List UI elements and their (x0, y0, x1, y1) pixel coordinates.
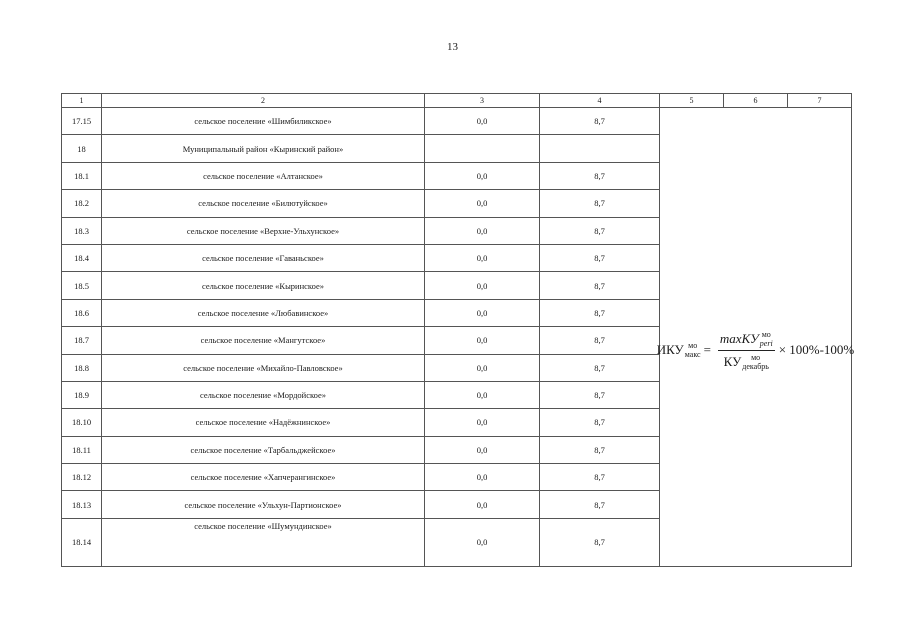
formula-tail: × 100%-100% (778, 342, 855, 358)
value-col4: 8,7 (540, 162, 660, 189)
formula-num-sub: per (759, 338, 771, 348)
header-cell-group (660, 94, 852, 108)
row-number: 18.9 (62, 381, 102, 408)
value-col4: 8,7 (540, 272, 660, 299)
header-cell: 1 (62, 94, 102, 108)
formula-lhs-sup: мо (688, 341, 698, 351)
settlement-name: сельское поселение «Мордойское» (102, 381, 425, 408)
table-header-row (62, 94, 852, 108)
value-col3: 0,0 (425, 409, 540, 436)
row-number: 18.3 (62, 217, 102, 244)
value-col3: 0,0 (425, 162, 540, 189)
row-number: 18.14 (62, 518, 102, 566)
value-col3: 0,0 (425, 299, 540, 326)
settlement-name: сельское поселение «Любавинское» (102, 299, 425, 326)
settlement-name: сельское поселение «Тарбальджейское» (102, 436, 425, 463)
row-number: 17.15 (62, 108, 102, 135)
value-col4: 8,7 (540, 217, 660, 244)
value-col4 (540, 135, 660, 162)
value-col3: 0,0 (425, 491, 540, 518)
value-col4: 8,7 (540, 354, 660, 381)
settlement-name: сельское поселение «Шимбиликское» (102, 108, 425, 135)
formula-cell (656, 135, 855, 566)
formula-den-sup: мо (751, 352, 761, 362)
formula-den-base: КУ (723, 353, 742, 369)
row-number: 18 (62, 135, 102, 162)
value-col4: 8,7 (540, 518, 660, 566)
settlement-name: сельское поселение «Хапчерангинское» (102, 464, 425, 491)
value-col3: 0,0 (425, 464, 540, 491)
value-col4: 8,7 (540, 299, 660, 326)
settlement-name: сельское поселение «Надёжнинское» (102, 409, 425, 436)
value-col3: 0,0 (425, 244, 540, 271)
value-col4: 8,7 (540, 381, 660, 408)
row-number: 18.10 (62, 409, 102, 436)
row-number: 18.2 (62, 190, 102, 217)
settlement-name: сельское поселение «Гаваньское» (102, 244, 425, 271)
settlement-name: Муниципальный район «Кыринский район» (102, 135, 425, 162)
row-number: 18.1 (62, 162, 102, 189)
value-col4: 8,7 (540, 244, 660, 271)
header-cell: 6 (723, 94, 787, 107)
row-number: 18.12 (62, 464, 102, 491)
value-col4: 8,7 (540, 190, 660, 217)
settlement-name: сельское поселение «Кыринское» (102, 272, 425, 299)
formula (656, 329, 855, 371)
settlement-name: сельское поселение «Михайло-Павловское» (102, 354, 425, 381)
formula-num-sub-index: i (770, 338, 773, 348)
formula-blank (660, 108, 852, 135)
table-row (62, 135, 852, 162)
formula-num-sup: мо (761, 329, 771, 339)
value-col3: 0,0 (425, 436, 540, 463)
formula-lhs-sub: макс (684, 350, 701, 360)
page-number: 13 (447, 41, 458, 53)
value-col3: 0,0 (425, 381, 540, 408)
settlement-name: сельское поселение «Билютуйское» (102, 190, 425, 217)
value-col3: 0,0 (425, 108, 540, 135)
row-number: 18.13 (62, 491, 102, 518)
header-cell: 2 (102, 94, 425, 108)
header-cell: 4 (540, 94, 660, 108)
row-number: 18.8 (62, 354, 102, 381)
formula-fraction (718, 330, 775, 371)
formula-lhs-base: ИКУ (656, 342, 684, 358)
settlement-name: сельское поселение «Шумундинское» (102, 518, 425, 566)
data-table (61, 93, 855, 567)
row-number: 18.11 (62, 436, 102, 463)
row-number: 18.7 (62, 327, 102, 354)
row-number: 18.4 (62, 244, 102, 271)
formula-den-sub: декабрь (742, 361, 769, 371)
table-row (62, 108, 852, 135)
settlement-name: сельское поселение «Мангутское» (102, 327, 425, 354)
value-col4: 8,7 (540, 436, 660, 463)
header-cell: 7 (787, 94, 851, 107)
value-col3: 0,0 (425, 190, 540, 217)
value-col4: 8,7 (540, 409, 660, 436)
row-number: 18.6 (62, 299, 102, 326)
settlement-name: сельское поселение «Алтанское» (102, 162, 425, 189)
value-col3: 0,0 (425, 354, 540, 381)
formula-equals: = (703, 342, 711, 358)
formula-num-base: maxКУ (719, 330, 759, 346)
settlement-name: сельское поселение «Верхне-Ульхунское» (102, 217, 425, 244)
value-col3: 0,0 (425, 518, 540, 566)
value-col4: 8,7 (540, 327, 660, 354)
value-col3: 0,0 (425, 272, 540, 299)
settlement-name: сельское поселение «Ульхун-Партионское» (102, 491, 425, 518)
value-col3: 0,0 (425, 217, 540, 244)
header-cell: 3 (425, 94, 540, 108)
header-cell: 5 (689, 96, 694, 105)
value-col4: 8,7 (540, 108, 660, 135)
value-col4: 8,7 (540, 491, 660, 518)
value-col4: 8,7 (540, 464, 660, 491)
value-col3 (425, 135, 540, 162)
row-number: 18.5 (62, 272, 102, 299)
value-col3: 0,0 (425, 327, 540, 354)
